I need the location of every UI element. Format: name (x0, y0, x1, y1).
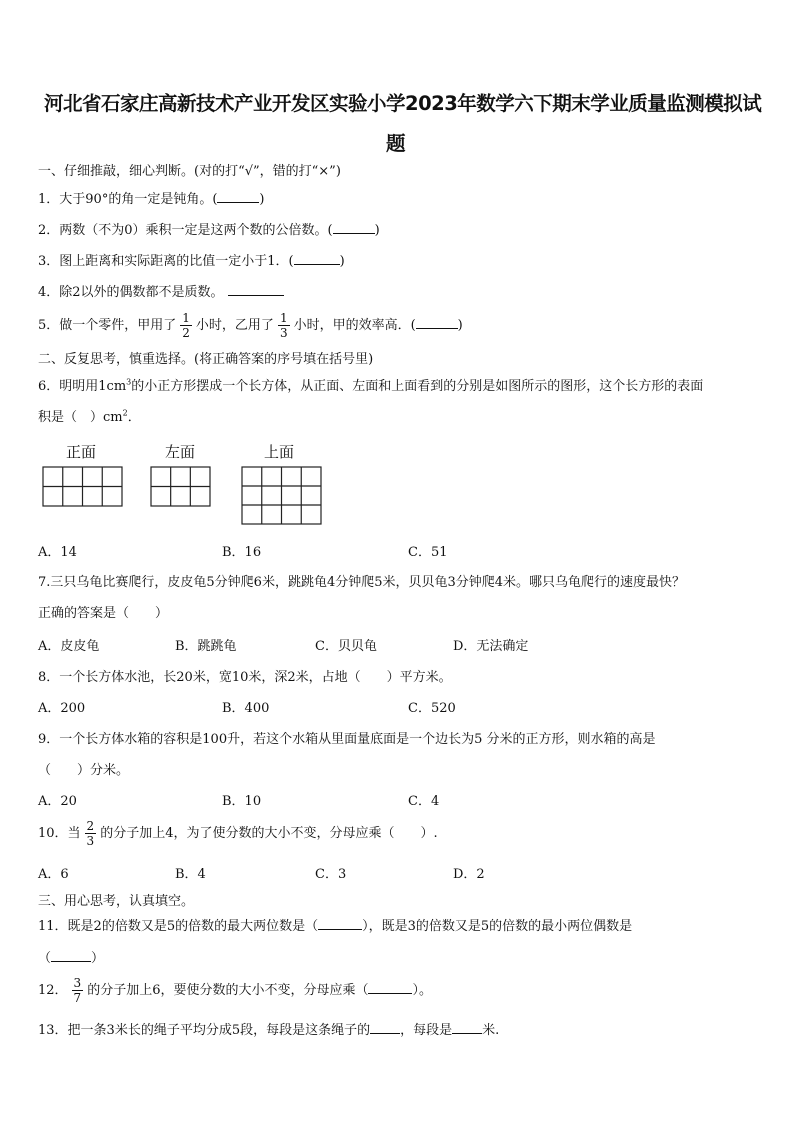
left-view-grid (150, 466, 212, 508)
q10-option-a[interactable]: A．6 (38, 867, 69, 882)
question-9-line1: 9．一个长方体水箱的容积是100升，若这个水箱从里面量底面是一个边长为5 分米的正方形，则水箱的高是 (38, 732, 656, 747)
q8-option-b[interactable]: B．400 (222, 701, 270, 716)
left-view-label: 左面 (165, 443, 196, 461)
question-10-part1: 10．当 (38, 826, 81, 841)
question-11-close: ） (91, 951, 105, 966)
answer-blank[interactable] (294, 252, 340, 265)
question-13 (38, 1019, 499, 1038)
question-2 (38, 219, 380, 238)
question-10 (38, 816, 438, 852)
section-heading-choice: 二、反复思考，慎重选择。(将正确答案的序号填在括号里) (38, 352, 374, 367)
top-view-label: 上面 (264, 443, 295, 461)
answer-blank[interactable] (333, 221, 375, 234)
front-view-grid (42, 466, 124, 508)
q8-option-a[interactable]: A．200 (38, 701, 86, 716)
front-view-label: 正面 (66, 443, 97, 461)
question-12-part3: ）。 (412, 983, 432, 998)
question-3-close: ) (339, 254, 345, 269)
q6-option-a[interactable]: A．14 (38, 545, 77, 560)
q9-option-a[interactable]: A．20 (38, 794, 77, 809)
question-10-part2: 的分子加上4，为了使分数的大小不变，分母应乘（ ）. (100, 826, 438, 841)
question-11-line2 (38, 947, 104, 966)
question-6-text: 积是（ ）cm (38, 410, 123, 425)
question-6-text: 6．明明用1cm (38, 379, 127, 394)
answer-blank[interactable] (368, 981, 412, 994)
fraction-denominator: 2 (182, 326, 190, 340)
question-5 (38, 308, 463, 344)
question-11-open: （ (38, 951, 52, 966)
fraction (180, 311, 192, 340)
fraction (85, 819, 97, 848)
question-6-text-cont: 的小正方形摆成一个长方体，从正面、左面和上面看到的分别是如图所示的图形，这个长方形的表面 (131, 379, 704, 394)
question-13-part2: ，每段是 (400, 1023, 453, 1038)
question-13-part1: 13．把一条3米长的绳子平均分成5段，每段是这条绳子的 (38, 1023, 371, 1038)
page-title-line1: 河北省石家庄高新技术产业开发区实验小学2023年数学六下期末学业质量监测模拟试 (44, 92, 762, 115)
fraction (278, 311, 290, 340)
fraction (72, 976, 84, 1005)
question-5-part2: 小时，乙用了 (195, 318, 274, 333)
q8-option-c[interactable]: C．520 (408, 701, 456, 716)
question-13-part3: 米. (482, 1023, 500, 1038)
section-heading-fill: 三、用心思考，认真填空。 (38, 894, 195, 909)
fraction-denominator: 7 (73, 991, 82, 1005)
answer-blank[interactable] (217, 190, 259, 203)
question-12-part1: 12． (38, 983, 68, 998)
q9-option-c[interactable]: C．4 (408, 794, 440, 809)
question-1-close: ) (259, 192, 265, 207)
question-11-line1 (38, 915, 632, 934)
question-11-text-cont: ），既是3的倍数又是5的倍数的最小两位偶数是 (362, 919, 633, 934)
fraction-numerator: 3 (73, 976, 82, 990)
question-4 (38, 281, 284, 300)
question-8: 8．一个长方体水池，长20米，宽10米，深2米，占地（ ）平方米。 (38, 670, 452, 685)
question-4-text: 4．除2以外的偶数都不是质数。 (38, 285, 224, 300)
fraction-numerator: 2 (86, 819, 95, 833)
question-1 (38, 188, 264, 207)
question-3 (38, 250, 345, 269)
question-7-line2: 正确的答案是（ ） (38, 606, 169, 621)
fraction-denominator: 3 (86, 834, 95, 848)
question-5-part1: 5．做一个零件，甲用了 (38, 318, 177, 333)
question-6-line2 (38, 406, 141, 425)
question-6-line1 (38, 375, 703, 394)
question-3-text: 3．图上距离和实际距离的比值一定小于1．( (38, 254, 294, 269)
question-12 (38, 973, 432, 1009)
superscript: 3 (126, 377, 132, 387)
q6-option-b[interactable]: B．16 (222, 545, 262, 560)
question-11-text: 11．既是2的倍数又是5的倍数的最大两位数是（ (38, 919, 319, 934)
section-heading-judgement: 一、仔细推敲，细心判断。(对的打“√”，错的打“×”) (38, 164, 341, 179)
top-view-grid (241, 466, 323, 526)
question-7-line1: 7.三只乌龟比赛爬行，皮皮龟5分钟爬6米，跳跳龟4分钟爬5米，贝贝龟3分钟爬4米。哪只乌龟爬行的速度最快？ (38, 575, 686, 590)
q7-option-a[interactable]: A．皮皮龟 (38, 639, 100, 654)
answer-blank[interactable] (452, 1021, 482, 1034)
question-9-line2: （ ）分米。 (38, 763, 130, 778)
q10-option-b[interactable]: B．4 (175, 867, 206, 882)
question-5-close: ) (457, 318, 463, 333)
fraction-numerator: 1 (279, 311, 288, 325)
answer-blank[interactable] (416, 316, 458, 329)
q10-option-c[interactable]: C．3 (315, 867, 347, 882)
answer-blank[interactable] (370, 1021, 400, 1034)
question-5-part3: 小时，甲的效率高．( (293, 318, 416, 333)
fraction-denominator: 3 (279, 326, 288, 340)
page-title-line2: 题 (386, 132, 406, 155)
q10-option-d[interactable]: D．2 (453, 867, 485, 882)
answer-blank[interactable] (228, 283, 284, 296)
q7-option-d[interactable]: D．无法确定 (453, 639, 529, 654)
question-2-text: 2．两数（不为0）乘积一定是这两个数的公倍数。( (38, 223, 333, 238)
question-1-text: 1．大于90°的角一定是钝角。( (38, 192, 218, 207)
superscript: 2 (122, 408, 128, 418)
question-6-text-cont: ． (127, 410, 141, 425)
answer-blank[interactable] (318, 917, 362, 930)
q7-option-b[interactable]: B．跳跳龟 (175, 639, 237, 654)
q7-option-c[interactable]: C．贝贝龟 (315, 639, 377, 654)
question-12-part2: 的分子加上6，要使分数的大小不变，分母应乘（ (87, 983, 369, 998)
q6-option-c[interactable]: C．51 (408, 545, 448, 560)
question-2-close: ) (374, 223, 380, 238)
q9-option-b[interactable]: B．10 (222, 794, 262, 809)
fraction-numerator: 1 (182, 311, 190, 325)
answer-blank[interactable] (51, 949, 91, 962)
